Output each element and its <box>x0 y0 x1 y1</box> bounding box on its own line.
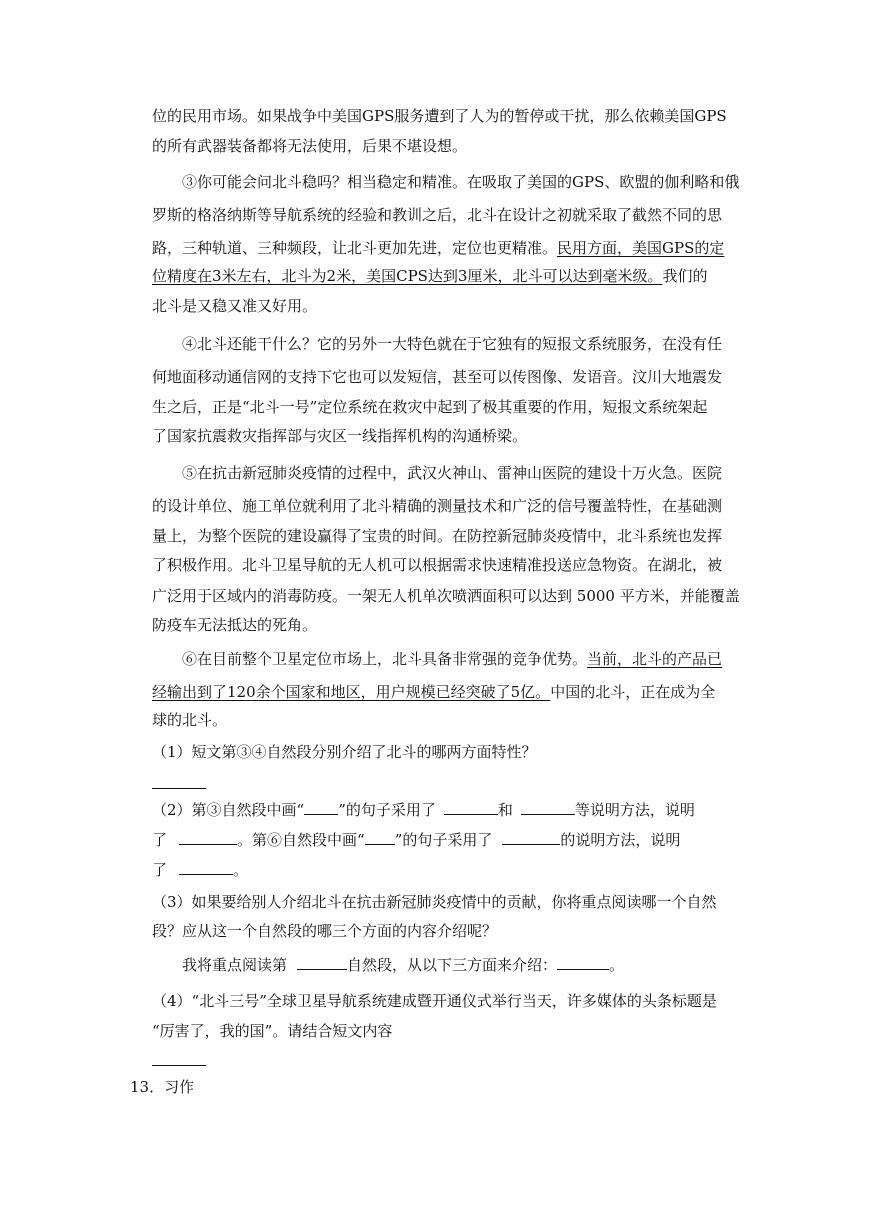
paragraph-3-text: 我们的 <box>662 267 708 285</box>
underlined-sentence-p6-part-2: 经输出到了120余个国家和地区，用户规模已经突破了5亿。 <box>152 683 551 701</box>
paragraph-4-line-3: 生之后，正是“北斗一号”定位系统在救灾中起到了极其重要的作用，短报文系统架起 <box>152 398 708 416</box>
answer-blank-q1[interactable] <box>152 788 206 789</box>
answer-blank-q2-method-3[interactable] <box>502 830 560 845</box>
paragraph-3-line-5: 北斗是又稳又准又好用。 <box>152 297 318 315</box>
question-3-text: 自然段，从以下三方面来介绍： <box>347 956 558 974</box>
question-2-text: ”的句子采用了 <box>394 831 493 849</box>
underlined-sentence-p3-part-1: 民用方面，美国GPS的定 <box>557 239 725 257</box>
paragraph-6-text: 中国的北斗，正在成为全 <box>550 683 716 701</box>
paragraph-6-line-3: 球的北斗。 <box>152 711 228 729</box>
answer-blank-q4[interactable] <box>152 1065 206 1066</box>
underline-marker-sample <box>304 800 338 815</box>
paragraph-4-line-1: ④北斗还能干什么？它的另外一大特色就在于它独有的短报文系统服务，在没有任 <box>182 335 723 353</box>
paragraph-3-line-3 <box>152 238 724 258</box>
question-4-line-2: “厉害了，我的国”。请结合短文内容 <box>152 1022 393 1040</box>
answer-blank-q3-paragraph[interactable] <box>297 955 347 970</box>
paragraph-6-line-2 <box>152 682 715 702</box>
question-2-text: 。 <box>233 861 249 879</box>
paragraph-6-text: ⑥在目前整个卫星定位市场上，北斗具备非常强的竞争优势。 <box>182 650 588 668</box>
question-2-text: 的说明方法，说明 <box>560 831 681 849</box>
paragraph-3-line-4 <box>152 266 708 286</box>
question-1: （1）短文第③④自然段分别介绍了北斗的哪两方面特性？ <box>152 743 537 761</box>
paragraph-6-line-1 <box>182 649 722 669</box>
question-3-text: 我将重点阅读第 <box>182 956 288 974</box>
question-3-answer-line <box>182 955 624 975</box>
question-2-text: ”的句子采用了 <box>338 801 436 819</box>
underlined-sentence-p3-part-2: 位精度在3米左右，北斗为2米，美国CPS达到3厘米，北斗可以达到毫米级。 <box>152 267 663 285</box>
paragraph-5-line-4: 了积极作用。北斗卫星导航的无人机可以根据需求快速精准投送应急物资。在湖北，被 <box>152 556 723 574</box>
paragraph-5-line-5: 广泛用于区域内的消毒防疫。一架无人机单次喷洒面积可以达到 5000 平方米，并能覆盖 <box>152 587 740 605</box>
paragraph-4-line-4: 了国家抗震救灾指挥部与灾区一线指挥机构的沟通桥梁。 <box>152 427 528 445</box>
question-2-text: 了 <box>152 831 168 849</box>
question-2-text: 等说明方法，说明 <box>574 801 695 819</box>
paragraph-2-line-1: 位的民用市场。如果战争中美国GPS服务遭到了人为的暂停或干扰，那么依赖美国GPS <box>152 107 727 125</box>
question-3-line-1: （3）如果要给别人介绍北斗在抗击新冠肺炎疫情中的贡献，你将重点阅读哪一个自然 <box>152 893 717 911</box>
paragraph-5-line-2: 的设计单位、施工单位就利用了北斗精确的测量技术和广泛的信号覆盖特性，在基础测 <box>152 497 723 515</box>
question-4-line-1: （4）“北斗三号”全球卫星导航系统建成暨开通仪式举行当天，许多媒体的头条标题是 <box>152 992 717 1010</box>
paragraph-4-line-2: 何地面移动通信网的支持下它也可以发短信，甚至可以传图像、发语音。汶川大地震发 <box>152 368 723 386</box>
paragraph-5-line-6: 防疫车无法抵达的死角。 <box>152 616 318 634</box>
answer-blank-q2-method-1[interactable] <box>444 800 498 815</box>
underline-marker-sample <box>365 830 395 845</box>
answer-blank-q2-explain-2[interactable] <box>179 860 233 875</box>
question-2-text: （2）第③自然段中画“ <box>152 801 305 819</box>
question-2-line-2 <box>152 830 680 850</box>
question-2-line-3 <box>152 860 248 880</box>
question-3-text: 。 <box>609 956 625 974</box>
paragraph-3-line-1: ③你可能会问北斗稳吗？相当稳定和精准。在吸取了美国的GPS、欧盟的伽利略和俄 <box>182 173 740 191</box>
paragraph-2-line-2: 的所有武器装备都将无法使用，后果不堪设想。 <box>152 137 468 155</box>
paragraph-5-line-1: ⑤在抗击新冠肺炎疫情的过程中，武汉火神山、雷神山医院的建设十万火急。医院 <box>182 464 723 482</box>
question-2-line-1 <box>152 800 695 820</box>
answer-blank-q3-aspects[interactable] <box>557 955 609 970</box>
paragraph-5-line-3: 量上，为整个医院的建设赢得了宝贵的时间。在防控新冠肺炎疫情中，北斗系统也发挥 <box>152 527 723 545</box>
answer-blank-q2-explain-1[interactable] <box>179 830 237 845</box>
answer-blank-q2-method-2[interactable] <box>521 800 575 815</box>
question-2-text: 。第⑥自然段中画“ <box>237 831 365 849</box>
paragraph-3-text: 路，三种轨道、三种频段，让北斗更加先进，定位也更精准。 <box>152 239 558 257</box>
question-3-line-2: 段？应从这一个自然段的哪三个方面的内容介绍呢？ <box>152 922 498 940</box>
underlined-sentence-p6-part-1: 当前，北斗的产品已 <box>587 650 723 668</box>
paragraph-3-line-2: 罗斯的格洛纳斯等导航系统的经验和教训之后，北斗在设计之初就采取了截然不同的思 <box>152 206 723 224</box>
section-13-heading: 13．习作 <box>130 1078 195 1096</box>
question-2-text: 和 <box>497 801 513 819</box>
question-2-text: 了 <box>152 861 168 879</box>
